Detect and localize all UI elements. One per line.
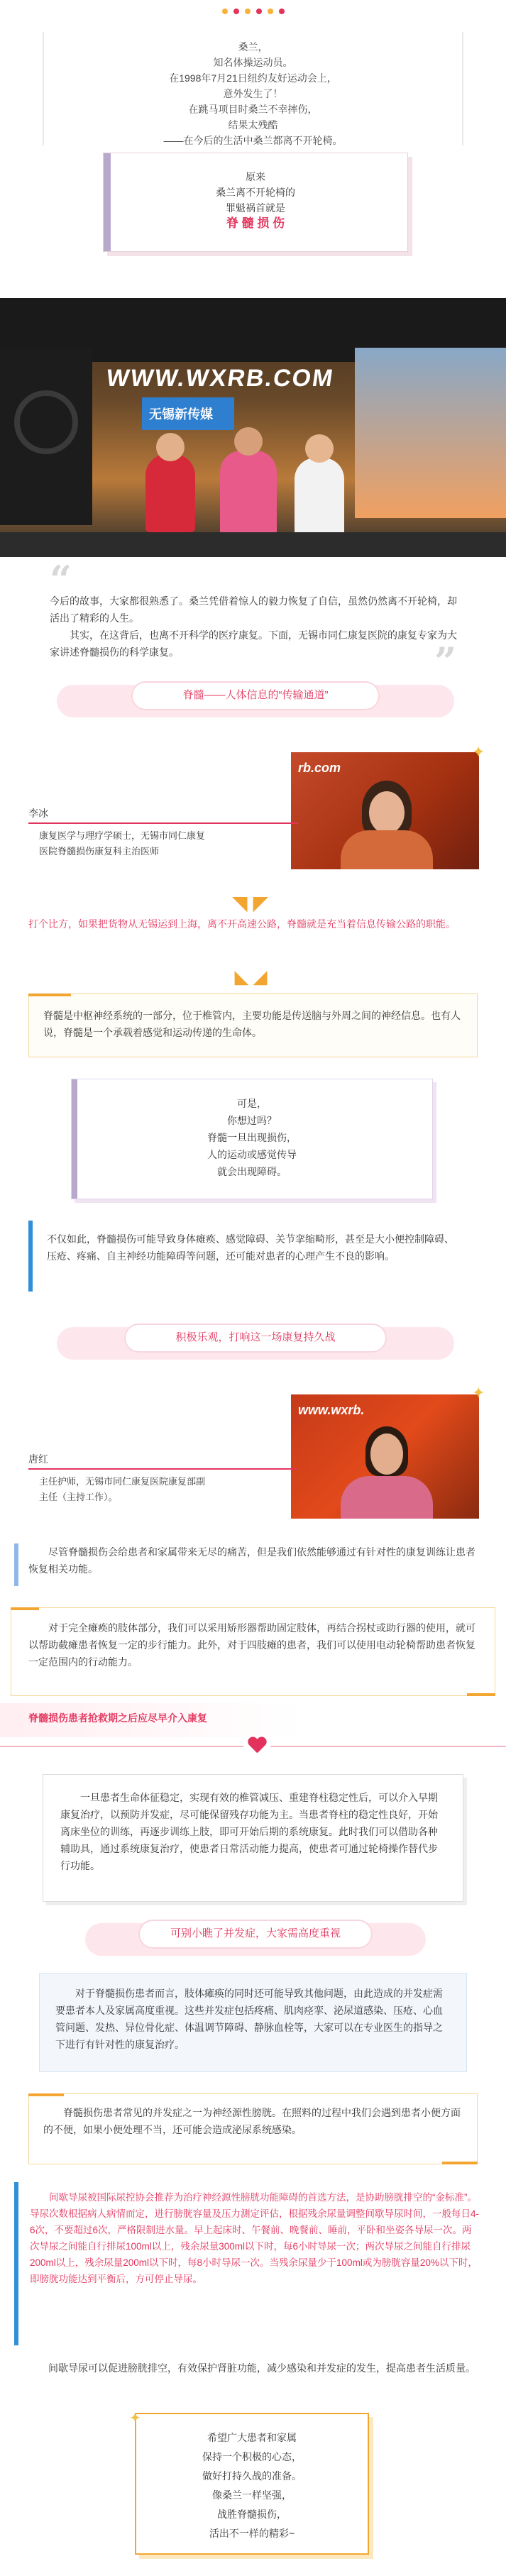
reveal-line: 桑兰离不开轮椅的 (216, 187, 295, 198)
ornament-icon: ◥◤ (231, 892, 275, 914)
doctor1-title: 康复医学与理疗学硕士，无锡市同仁康复 (39, 830, 206, 841)
reveal-line: 原来 (246, 171, 265, 182)
person-shape (145, 454, 195, 532)
closing-line: 保持一个积极的心态， (202, 2451, 302, 2462)
paragraph: 脊髓是中枢神经系统的一部分，位于椎管内，主要功能是传送脑与外周之间的神经信息。也有人说，脊髓是一个承载着感觉和运动传递的生命体。 (43, 1010, 461, 1038)
station-logo: 无锡新传媒 (142, 397, 234, 430)
site-text: www.wxrb. (298, 1403, 365, 1417)
intro-line: 结果太残酷 (228, 119, 278, 131)
impact-card (28, 1221, 478, 1292)
early-title-text: 脊髓损伤患者抢救期之后应尽早介入康复 (28, 1712, 207, 1724)
catheter-card (14, 2182, 492, 2345)
person-shape (220, 451, 277, 536)
closing-line: 像桑兰一样坚强， (212, 2489, 292, 2501)
paragraph: 打个比方，如果把货物从无锡运到上海，离不开高速公路，脊髓就是充当着信息传输公路的职能。 (28, 918, 456, 930)
early-title (0, 1710, 506, 1727)
closing-line: 希望广大患者和家属 (207, 2432, 297, 2443)
doctor2-title: 主任护师，无锡市同仁康复医院康复部副 (39, 1476, 206, 1487)
paragraph: 间歇导尿可以促进膀胱排空，有效保护肾脏功能，减少感染和并发症的发生，提高患者生活质量。 (48, 2362, 475, 2374)
dot-icon (222, 9, 228, 14)
quote-close-icon: ” (434, 639, 456, 684)
heart-icon (243, 1737, 270, 1754)
intro-line: 在跳马项目时桑兰不幸摔伤， (188, 104, 318, 115)
paragraph: 一旦患者生命体征稳定，实现有效的椎管减压、重建脊柱稳定性后，可以介入早期康复治疗，以预防并发症，尽可能保留残存功能为主。当患者脊柱的稳定性良好，开始离床坐位的训练，再逐步训练上肢，即可开始后期的系统康复。此时我们可以借助各种辅助具，通过系统康复治疗，使患者日常活动能力提高，使患者可通过轮椅操作替代步行功能。 (60, 1792, 438, 1871)
paragraph: 不仅如此，脊髓损伤可能导致身体瘫痪、感觉障碍、关节挛缩畸形，甚至是大小便控制障碍、压疮、疼痛、自主神经功能障碍等问题，还可能对患者的心理产生不良的影响。 (47, 1233, 454, 1262)
star-icon: ✦ (129, 2411, 141, 2426)
urinary-card (28, 2093, 478, 2164)
banner-text: WWW.WXRB.COM (104, 365, 336, 392)
early-card (43, 1774, 463, 1902)
section-title-3: 可别小瞧了并发症，大家需高度重视 (138, 1920, 373, 1949)
doctor1-name: 李冰 (28, 808, 48, 819)
question-line: 脊髓一旦出现损伤， (207, 1132, 297, 1143)
question-line: 你想过吗？ (227, 1115, 277, 1126)
paragraph: 间歇导尿被国际尿控协会推荐为治疗神经源性膀胱功能障碍的首选方法，是协助膀胱排空的“金标准”。导尿次数根据病人病情而定，进行膀胱容量及压力测定评估，根据残余尿量调整间歇导尿时间，一般每日4-6次，不要超过6次，严格限制进水量。早上起床时、午餐前、晚餐前、睡前，平卧和坐姿各导尿一次。两次导尿之间能自行排尿100ml以上，残余尿量300ml以下时，每6小时导尿一次；两次导尿之间能自行排尿200ml以上，残余尿量200ml以下时，每8小时导尿一次。当残余尿量少于100ml或为膀胱容量20%以下时，即膀胱功能达到平衡后，方可停止导尿。 (30, 2192, 480, 2284)
closing-line: 战胜脊髓损伤， (217, 2509, 287, 2520)
closing-line: 做好打持久战的准备。 (202, 2470, 302, 2482)
intro-line: 知名体操运动员。 (213, 57, 293, 68)
paragraph: 脊髓损伤患者常见的并发症之一为神经源性膀胱。在照料的过程中我们会遇到患者小便方面的不便，如果小便处理不当，还可能会造成泌尿系统感染。 (43, 2107, 461, 2135)
doctor2-name: 唐红 (28, 1453, 48, 1465)
reveal-line: 罪魁祸首就是 (226, 202, 285, 214)
intro-line: ——在今后的生活中桑兰都离不开轮椅。 (163, 135, 343, 146)
limb-card (11, 1607, 495, 1696)
question-line: 就会出现障碍。 (217, 1166, 287, 1177)
intro-line: 意外发生了！ (223, 88, 283, 99)
star-icon: ✦ (472, 1384, 485, 1402)
nerve-card (28, 993, 478, 1057)
quote-open-icon: “ (50, 557, 72, 602)
doctor1-title: 医院脊髓损伤康复科主治医师 (39, 846, 160, 857)
intro-block (0, 32, 506, 149)
dot-icon (256, 9, 262, 14)
studio-photo (0, 298, 506, 557)
question-line: 可是， (237, 1098, 267, 1109)
complication-card (39, 1973, 467, 2072)
reveal-card (103, 153, 408, 252)
therapy-block (0, 1543, 506, 1578)
paragraph: 今后的故事，大家都很熟悉了。桑兰凭借着惊人的毅力恢复了自信，虽然仍然离不开轮椅，却活出了精彩的人生。 (50, 595, 457, 624)
dot-icon (268, 9, 273, 14)
paragraph: 对于完全瘫痪的肢体部分，我们可以采用矫形器帮助固定肢体，再结合拐杖或助行器的使用，就可以帮助截瘫患者恢复一定的步行能力。此外，对于四肢瘫的患者，我们可以使用电动轮椅帮助患者恢复一定范围内的行动能力。 (28, 1622, 475, 1668)
question-line: 人的运动或感觉传导 (207, 1149, 297, 1160)
benefit-block (0, 2360, 506, 2377)
paragraph: 其实，在这背后，也离不开科学的医疗康复。下面，无锡市同仁康复医院的康复专家为大家讲述脊髓损伤的科学康复。 (50, 629, 457, 658)
paragraph: 尽管脊髓损伤会给患者和家属带来无尽的痛苦，但是我们依然能够通过有针对性的康复训练让患者恢复相关功能。 (28, 1546, 475, 1575)
intro-line: 桑兰， (238, 41, 268, 53)
ornament-icon: ◣◢ (234, 966, 272, 987)
person-shape (295, 458, 344, 536)
section-title-2: 积极乐观，打响这一场康复持久战 (124, 1323, 387, 1353)
paragraph: 对于脊髓损伤患者而言，肢体瘫痪的同时还可能导致其他问题，由此造成的并发症需要患者本人及家属高度重视。这些并发症包括疼痛、肌肉痉挛、泌尿道感染、压疮、心血管问题、发热、异位骨化症、体温调节障碍、静脉血栓等，大家可以在专业医生的指导之下进行有针对性的康复治疗。 (55, 1988, 443, 2050)
top-dot-divider (0, 9, 506, 14)
question-card (71, 1079, 433, 1199)
star-icon: ✦ (472, 743, 485, 761)
closing-card (129, 2411, 369, 2555)
pink-para-block (0, 915, 506, 932)
dot-icon (245, 9, 251, 14)
site-text: rb.com (298, 761, 341, 775)
intro-line: 在1998年7月21日纽约友好运动会上， (169, 72, 337, 84)
reveal-highlight: 脊 髓 损 伤 (226, 216, 285, 230)
closing-line: 活出不一样的精彩~ (209, 2528, 295, 2539)
dot-icon (279, 9, 285, 14)
doctor2-title: 主任（主持工作）。 (39, 1492, 118, 1502)
dot-icon (233, 9, 239, 14)
section-title-1: 脊髓——人体信息的“传输通道” (131, 681, 380, 710)
